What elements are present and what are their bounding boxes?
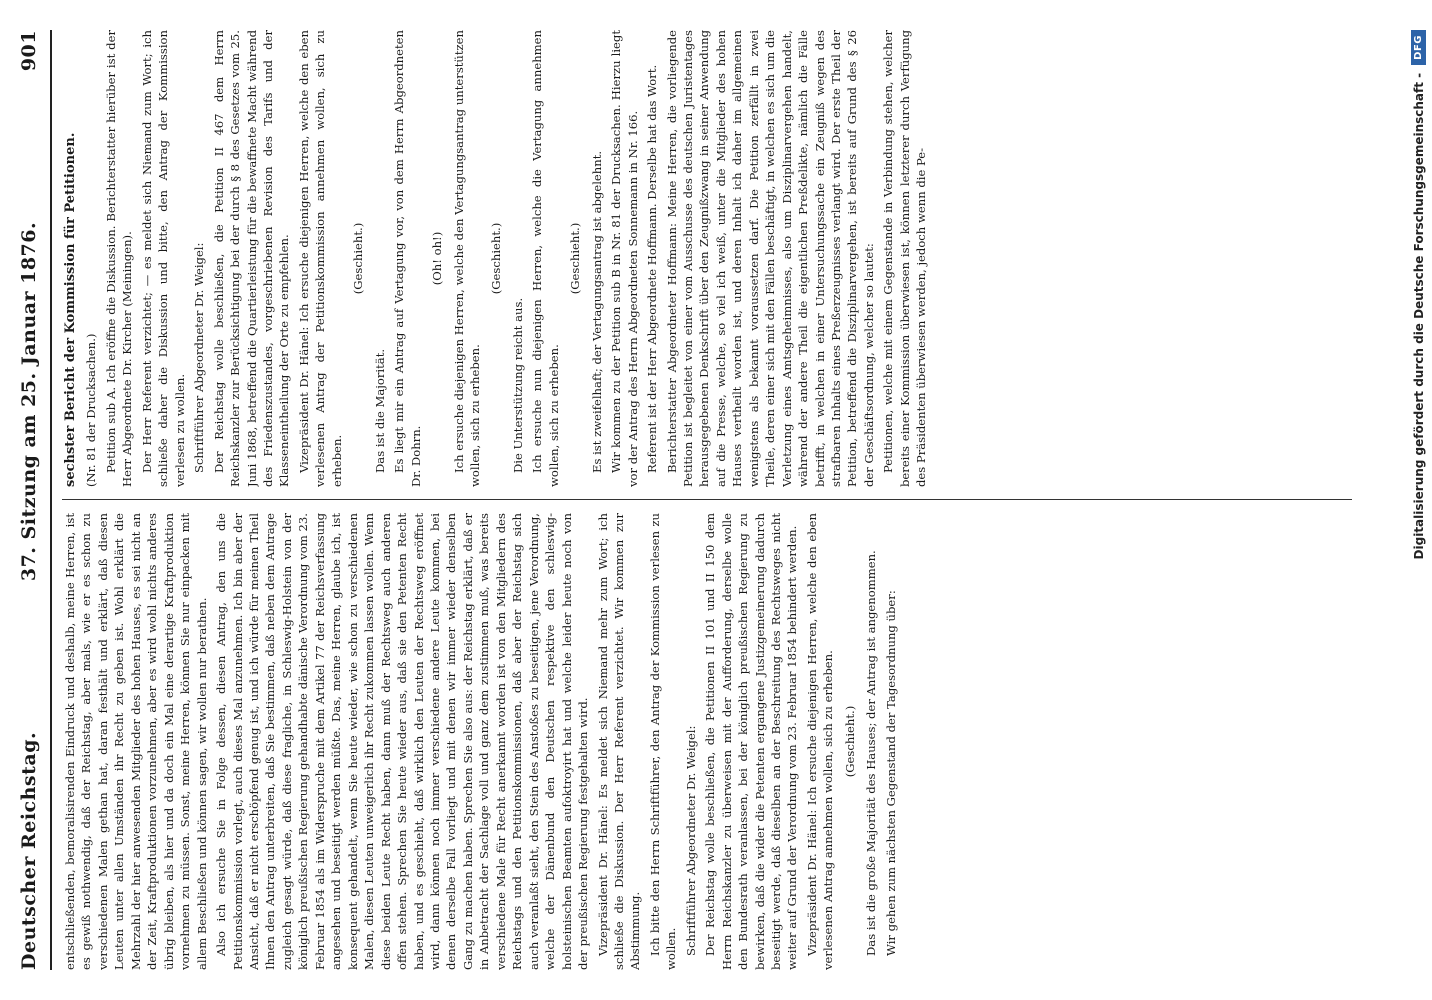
paragraph: Wir gehen zum nächsten Gegenstand der Tagesordnung über: (883, 590, 898, 956)
paragraph: (Geschieht.) (842, 705, 857, 778)
paragraph: Das ist die Majorität. (372, 348, 387, 473)
paragraph: Also ich ersuche Sie in Folge dessen, diesen Antrag, den uns die Petitionskommission vorlegt, auch dieses Mal anzunehmen. Ich bin aber der Ansicht, daß er nicht erschöpfend genug ist, und ich würde für meinen Theil Ihnen den Antrag unterbreiten, daß Sie bestimmen, daß neben dem Antrage zugleich gesagt würde, daß diese fragliche, in Schleswig-Holstein von der königlich preußischen Regierung gehandhabte dänische Verordnung vom 23. Februar 1854 als im Widerspruche mit dem Artikel 77 der Reichsverfassung angesehen und beseitigt werden müßte. Das, meine Herren, glaube ich, ist konsequent gehandelt, wenn Sie heute wieder, wie schon zu verschiedenen Malen, diesen Leuten unweigerlich ihr Recht zukommen lassen wollen. Wenn diese beiden Leute Recht haben, dann muß der Rechtsweg auch anderen offen stehen. Sprechen Sie heute wieder aus, daß sie den Petenten Recht haben, und es geschieht, daß wirklich den Leuten der Rechtsweg eröffnet wird, dann können noch immer verschiedene andere Leute kommen, bei denen derselbe Fall vorliegt und mit denen wir immer wieder denselben Gang zu machen haben. Sprechen Sie also aus: der Reichstag erklärt, daß er in Anbetracht der Sachlage voll und ganz dem zustimmen muß, was bereits verschiedene Male für Recht anerkannt worden ist von den Mitgliedern des Reichstags und den Petitionskommissionen, daß aber der Reichstag sich auch veranlaßt sieht, den Stein des Anstoßes zu beseitigen, jene Verordnung, welche der Dänenbund den Deutschen respektive den schleswig-holsteinischen Beamten aufoktroyirt hat und welche leider heute noch von der preußischen Regierung festgehalten wird. (214, 513, 591, 970)
paragraph: Schriftführer Abgeordneter Dr. Weigel: (192, 242, 207, 473)
paragraph: Ich ersuche nun diejenigen Herren, welche die Vertagung annehmen wollen, sich zu erheben. (530, 30, 561, 487)
paragraph: Referent ist der Herr Abgeordnete Hoffmann. Derselbe hat das Wort. (645, 64, 660, 473)
paragraph: (Oh! oh!) (430, 231, 445, 286)
right-column (62, 30, 1352, 487)
paragraph: Petitionen, welche mit einem Gegenstande in Verbindung stehen, welcher bereits einer Kommission überwiesen ist, können letzterer durch Verfügung des Präsidenten überwiesen werden, jedoch wenn die Pe- (881, 30, 929, 487)
paragraph: entschließenden, bemoralisirenden Eindruck und deshalb, meine Herren, ist es gewiß nothwendig, daß der Reichstag, aber mals, wie er es schon zu verschiedenen Malen gethan hat, daran festhält und erklärt, daß diesen Leuten unter allen Umständen ihr Recht zu geben ist. Wohl erklärt die Mehrzahl der hier anwesenden Mitglieder des hohen Hauses, es sei nicht an der Zeit, Kraftproduktionen vorzunehmen, aber es wird wohl nichts anderes übrig bleiben, als hier und da doch ein Mal eine derartige Kraftproduktion vornehmen zu müssen. Sonst, meine Herren, können Sie nur einpacken mit allem Beschließen und können sagen, wir wollen nur berathen. (63, 513, 209, 970)
paragraph: Ich bitte den Herrn Schriftführer, den Antrag der Kommission verlesen zu wollen. (647, 513, 679, 970)
page-number: 901 (18, 30, 40, 72)
header-middle: 37. Sitzung am 25. Januar 1876. (18, 221, 40, 582)
paragraph: Es liegt mir ein Antrag auf Vertagung vor, von dem Herrn Abgeordneten Dr. Dohrn. (392, 30, 423, 487)
running-head (12, 30, 46, 970)
header-left: Deutscher Reichstag. (18, 731, 40, 970)
paragraph: (Nr. 81 der Drucksachen.) (84, 333, 99, 487)
paragraph: Der Reichstag wolle beschließen, die Petition II 467 dem Herrn Reichskanzler zur Berücksichtigung bei der durch § 8 des Gesetzes vom 25. Juni 1868, betreffend die Quartierleistung für die bewaffnete Macht während des Friedenszustandes, vorgeschriebenen Revision des Tarifs und der Klasseneintheilung der Orte zu empfehlen. (211, 30, 292, 487)
paragraph: (Geschieht.) (489, 222, 504, 295)
paragraph: Das ist die große Majorität des Hauses; der Antrag ist angenommen. (864, 550, 879, 956)
paragraph: Berichterstatter Abgeordneter Hoffmann: Meine Herren, die vorliegende Petition ist begleitet von einer vom Ausschusse des deutschen Juristentages herausgegebenen Denkschrift über den Zeugnißzwang in seiner Anwendung auf die Presse, welche, so viel ich weiß, unter die Mitglieder des hohen Hauses vertheilt worden ist, und deren Inhalt ich daher im allgemeinen wenigstens als bekannt voraussetzen darf. Die Petition zerfällt in zwei Theile, deren einer sich mit den Fällen beschäftigt, in welchen es sich um die Verletzung eines Amtsgeheimnisses, also um Disziplinarvergehen handelt, während der andere Theil die eigentlichen Preßdelikte, nämlich die Fälle betrifft, in welchen in einer Untersuchungssache ein Zeugniß wegen des strafbaren Inhalts eines Preßerzeugnisses verlangt wird. Der erste Theil der Petition, betreffend die Disziplinarvergehen, ist bereits auf Grund des § 26 der Geschäftsordnung, welcher so lautet: (664, 30, 876, 487)
text-columns (62, 30, 1352, 970)
paragraph: Ich ersuche diejenigen Herren, welche den Vertagungsantrag unterstützen wollen, sich zu erheben. (451, 30, 482, 487)
paragraph: Vizepräsident Dr. Hänel: Es meldet sich Niemand mehr zum Wort; ich schließe die Diskussion. Der Herr Referent verzichtet. Wir kommen zur Abstimmung. (595, 513, 643, 970)
credit-text: Digitalisierung gefördert durch die Deutsche Forschungsgemeinschaft - (1411, 72, 1426, 560)
paragraph: sechster Bericht der Kommission für Petitionen. (63, 132, 78, 487)
left-column (62, 513, 1352, 970)
digitization-credit (1411, 30, 1426, 559)
paragraph: Wir kommen zu der Petition sub B in Nr. 81 der Drucksachen. Hierzu liegt vor der Antrag des Herrn Abgeordneten Sonnemann in Nr. 166. (609, 30, 640, 487)
column-divider (62, 499, 1352, 500)
paragraph: Der Reichstag wolle beschließen, die Petitionen II 101 und II 150 dem Herrn Reichskanzler zu überweisen mit der Aufforderung, derselbe wolle den Bundesrath veranlassen, bei der königlich preußischen Regierung zu bewirken, daß die wider die Petenten ergangene Justizgemeinerung dadurch beseitigt werde, daß dieselben an der Beschreitung des Rechtsweges nicht weiter auf Grund der Verordnung vom 23. Februar 1854 behindert werden. (703, 513, 800, 970)
header-rule (50, 30, 52, 970)
paragraph: Petition sub A. Ich eröffne die Diskussion. Berichterstatter hierüber ist der Herr Abgeordnete Dr. Kircher (Meiningen). (103, 30, 135, 487)
paragraph: Die Unterstützung reicht aus. (510, 297, 525, 473)
paragraph: Der Herr Referent verzichtet; — es meldet sich Niemand zum Wort; ich schließe daher die Diskussion und bitte, den Antrag der Kommission verlesen zu wollen. (139, 30, 187, 487)
paragraph: Es ist zweifelhaft; der Vertagungsantrag ist abgelehnt. (589, 150, 604, 473)
paragraph: (Geschieht.) (568, 222, 583, 295)
paragraph: (Geschieht.) (351, 222, 366, 295)
dfg-logo: DFG (1411, 30, 1426, 65)
paragraph: Vizepräsident Dr. Hänel: Ich ersuche diejenigen Herren, welche den eben verlesenen Antrag der Petitionskommission annehmen wollen, sich zu erheben. (296, 30, 344, 487)
paragraph: Schriftführer Abgeordneter Dr. Weigel: (683, 725, 698, 956)
paragraph: Vizepräsident Dr. Hänel: Ich ersuche diejenigen Herren, welche den eben verlesenen Antrag annehmen wollen, sich zu erheben. (804, 513, 836, 970)
